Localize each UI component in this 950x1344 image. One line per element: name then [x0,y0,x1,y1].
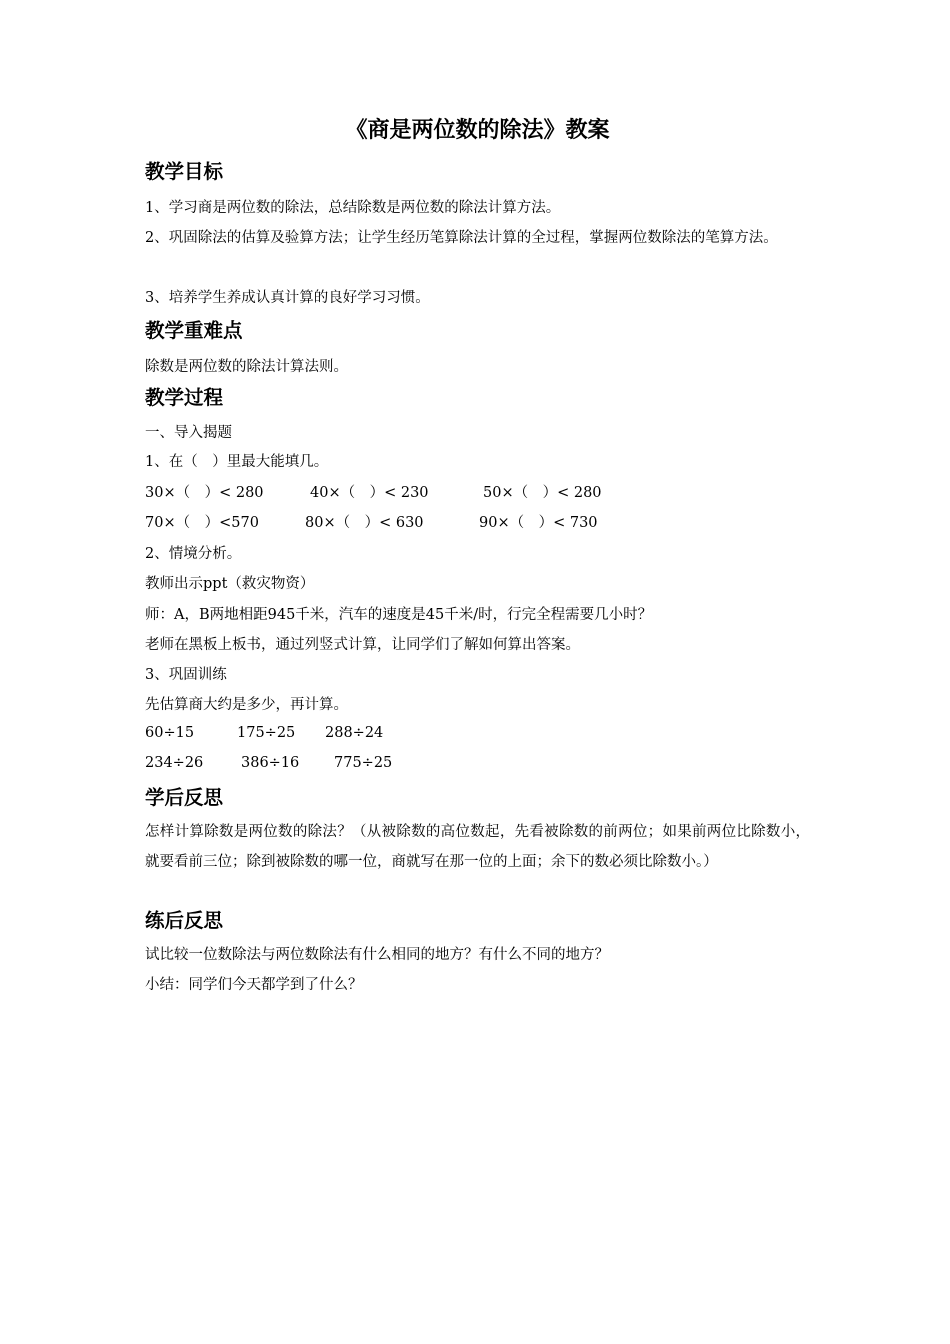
reflection-text: 怎样计算除数是两位数的除法？（从被除数的高位数起，先看被除数的前两位；如果前两位比除数小，就要看前三位；除到被除数的哪一位，商就写在那一位的上面；余下的数必须比除数小。） [145,824,810,870]
practice-heading: 练后反思 [145,909,224,932]
key-points-text: 除数是两位数的除法计算法则。 [145,359,348,375]
process-heading: 教学过程 [145,386,224,409]
fill-expression: 90×（ ）< 730 [479,515,598,531]
goal-item: 2、巩固除法的估算及验算方法；让学生经历笔算除法计算的全过程，掌握两位数除法的笔算方法。 [145,230,778,246]
calc-expression: 775÷25 [334,755,393,771]
scenario-line: 师：A，B两地相距945千米，汽车的速度是45千米/时，行完全程需要几小时？ [145,607,653,623]
reflection-heading: 学后反思 [145,786,224,809]
practice-line: 试比较一位数除法与两位数除法有什么相同的地方？有什么不同的地方？ [145,947,609,963]
calc-expression: 386÷16 [241,755,300,771]
practice-instruction: 先估算商大约是多少，再计算。 [145,697,348,713]
question-1: 1、在（ ）里最大能填几。 [145,454,329,470]
key-points-heading: 教学重难点 [145,319,243,342]
fill-expression: 50×（ ）< 280 [483,485,602,501]
question-2: 2、情境分析。 [145,546,242,562]
goal-item: 1、学习商是两位数的除法，总结除数是两位数的除法计算方法。 [145,200,561,216]
fill-expression: 80×（ ）< 630 [305,515,424,531]
question-3: 3、巩固训练 [145,667,227,683]
calc-expression: 288÷24 [325,725,384,741]
summary-line: 小结：同学们今天都学到了什么？ [145,977,363,993]
fill-expression: 70×（ ）<570 [145,515,259,531]
calc-expression: 234÷26 [145,755,204,771]
calc-expression: 175÷25 [237,725,296,741]
process-intro: 一、导入揭题 [145,425,232,441]
scenario-line: 老师在黑板上板书，通过列竖式计算，让同学们了解如何算出答案。 [145,637,580,653]
document-title: 《商是两位数的除法》教案 [345,118,610,143]
goals-heading: 教学目标 [145,160,224,183]
scenario-line: 教师出示ppt（救灾物资） [145,576,315,592]
fill-expression: 30×（ ）< 280 [145,485,264,501]
goal-item: 3、培养学生养成认真计算的良好学习习惯。 [145,290,430,306]
fill-expression: 40×（ ）< 230 [310,485,429,501]
calc-expression: 60÷15 [145,725,195,741]
